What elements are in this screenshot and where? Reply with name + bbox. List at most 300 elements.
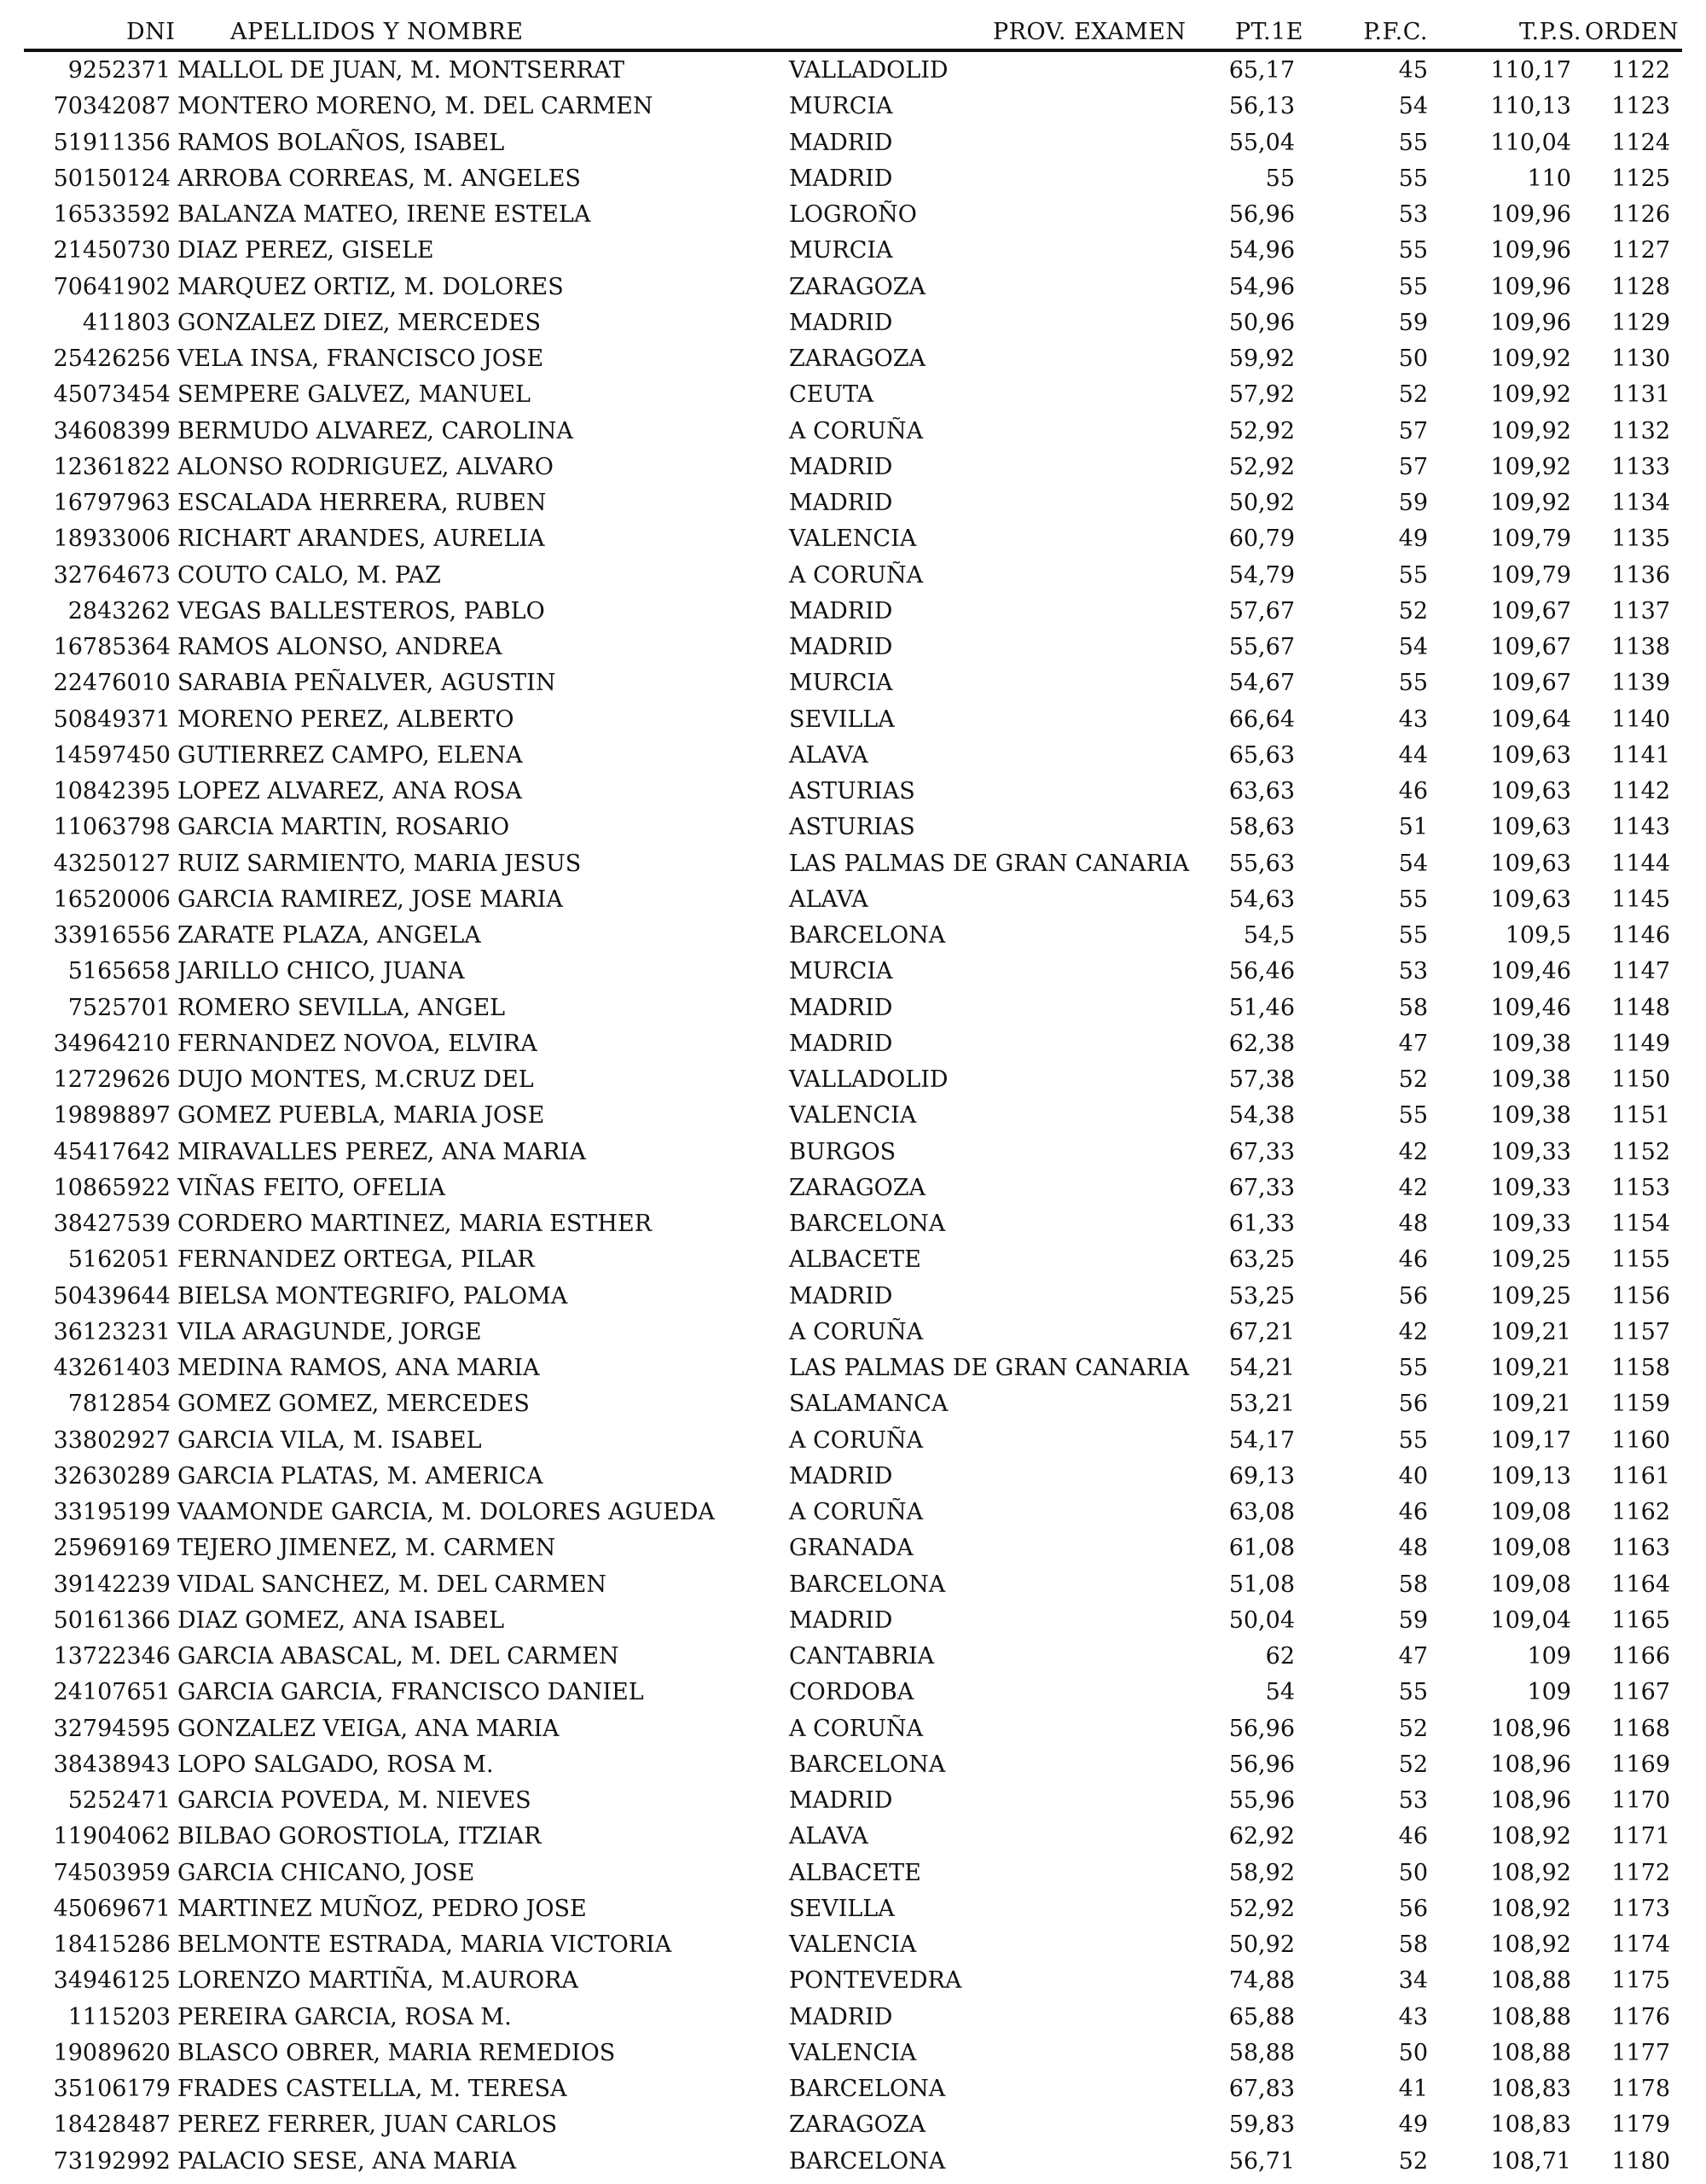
cell-name: MALLOL DE JUAN, M. MONTSERRAT bbox=[177, 57, 625, 84]
cell-name: MARTINEZ MUÑOZ, PEDRO JOSE bbox=[177, 1895, 587, 1922]
cell-dni: 34964210 bbox=[53, 1030, 171, 1057]
table-row bbox=[0, 1352, 1706, 1388]
cell-orden: 1149 bbox=[1611, 1030, 1670, 1057]
cell-orden: 1122 bbox=[1611, 57, 1670, 84]
cell-pfc: 46 bbox=[1398, 1823, 1428, 1850]
cell-pfc: 57 bbox=[1398, 453, 1428, 480]
cell-tps: 108,88 bbox=[1490, 1967, 1571, 1995]
cell-name: ALONSO RODRIGUEZ, ALVARO bbox=[177, 453, 554, 480]
cell-tps: 110,17 bbox=[1490, 57, 1571, 84]
table-row bbox=[0, 2109, 1706, 2145]
cell-dni: 38438943 bbox=[53, 1751, 171, 1778]
cell-pfc: 57 bbox=[1398, 417, 1428, 444]
cell-pt: 50,92 bbox=[1228, 490, 1295, 516]
cell-name: GARCIA ABASCAL, M. DEL CARMEN bbox=[177, 1643, 619, 1670]
table-row bbox=[0, 631, 1706, 667]
table-row bbox=[0, 2001, 1706, 2037]
cell-name: RAMOS BOLAÑOS, ISABEL bbox=[177, 129, 505, 156]
cell-name: BILBAO GOROSTIOLA, ITZIAR bbox=[177, 1823, 542, 1850]
cell-dni: 43250127 bbox=[53, 850, 171, 877]
cell-tps: 109,08 bbox=[1490, 1499, 1571, 1525]
table-row bbox=[0, 1857, 1706, 1893]
cell-orden: 1153 bbox=[1611, 1174, 1670, 1201]
cell-tps: 109,63 bbox=[1490, 886, 1571, 913]
header-tps: T.P.S. bbox=[1518, 19, 1581, 45]
cell-prov: MADRID bbox=[789, 2003, 893, 2030]
table-row bbox=[0, 523, 1706, 559]
cell-prov: A CORUÑA bbox=[789, 1715, 924, 1742]
cell-pfc: 49 bbox=[1398, 526, 1428, 553]
cell-pfc: 59 bbox=[1398, 490, 1428, 516]
cell-prov: MURCIA bbox=[789, 93, 893, 120]
cell-name: GARCIA PLATAS, M. AMERICA bbox=[177, 1462, 543, 1490]
cell-orden: 1168 bbox=[1611, 1715, 1670, 1742]
cell-orden: 1137 bbox=[1611, 597, 1670, 624]
cell-dni: 22476010 bbox=[53, 670, 171, 697]
cell-pt: 54,67 bbox=[1228, 670, 1295, 697]
cell-tps: 109,13 bbox=[1490, 1462, 1571, 1490]
table-row bbox=[0, 920, 1706, 956]
cell-tps: 109,21 bbox=[1490, 1391, 1571, 1418]
cell-orden: 1139 bbox=[1611, 670, 1670, 697]
cell-orden: 1131 bbox=[1611, 381, 1670, 409]
cell-tps: 109,67 bbox=[1490, 670, 1571, 697]
cell-tps: 109,79 bbox=[1490, 561, 1571, 589]
cell-prov: GRANADA bbox=[789, 1535, 914, 1562]
cell-orden: 1147 bbox=[1611, 958, 1670, 985]
cell-pfc: 55 bbox=[1398, 670, 1428, 697]
cell-orden: 1173 bbox=[1611, 1895, 1670, 1922]
cell-prov: SEVILLA bbox=[789, 1895, 895, 1922]
table-row bbox=[0, 1713, 1706, 1749]
cell-tps: 109,96 bbox=[1490, 309, 1571, 336]
cell-name: PALACIO SESE, ANA MARIA bbox=[177, 2147, 517, 2175]
cell-pt: 62 bbox=[1265, 1643, 1295, 1670]
cell-prov: ALBACETE bbox=[789, 1859, 921, 1886]
cell-orden: 1124 bbox=[1611, 129, 1670, 156]
cell-orden: 1142 bbox=[1611, 778, 1670, 804]
table-row bbox=[0, 415, 1706, 451]
cell-pt: 50,04 bbox=[1228, 1606, 1295, 1634]
cell-pt: 55,63 bbox=[1228, 850, 1295, 877]
table-row bbox=[0, 2073, 1706, 2109]
cell-tps: 109,96 bbox=[1490, 237, 1571, 264]
cell-pfc: 54 bbox=[1398, 850, 1428, 877]
cell-name: FERNANDEZ NOVOA, ELVIRA bbox=[177, 1030, 537, 1057]
cell-pfc: 52 bbox=[1398, 2147, 1428, 2175]
cell-pt: 56,13 bbox=[1228, 93, 1295, 120]
table-row bbox=[0, 1028, 1706, 1064]
cell-dni: 16520006 bbox=[53, 886, 171, 913]
cell-dni: 33916556 bbox=[53, 922, 171, 949]
cell-name: GARCIA CHICANO, JOSE bbox=[177, 1859, 475, 1886]
cell-prov: ALAVA bbox=[789, 741, 868, 769]
cell-tps: 109 bbox=[1527, 1643, 1571, 1670]
cell-prov: MADRID bbox=[789, 1606, 893, 1634]
table-row bbox=[0, 595, 1706, 631]
cell-prov: VALENCIA bbox=[789, 2039, 917, 2066]
cell-name: GONZALEZ VEIGA, ANA MARIA bbox=[177, 1715, 560, 1742]
cell-prov: MADRID bbox=[789, 490, 893, 516]
cell-name: BALANZA MATEO, IRENE ESTELA bbox=[177, 201, 591, 228]
cell-prov: BARCELONA bbox=[789, 1571, 946, 1598]
cell-pt: 65,17 bbox=[1228, 57, 1295, 84]
cell-name: DUJO MONTES, M.CRUZ DEL bbox=[177, 1066, 534, 1093]
cell-pfc: 46 bbox=[1398, 778, 1428, 804]
cell-dni: 34946125 bbox=[53, 1967, 171, 1995]
cell-tps: 109,38 bbox=[1490, 1066, 1571, 1093]
table-row bbox=[0, 1785, 1706, 1821]
cell-dni: 24107651 bbox=[53, 1679, 171, 1706]
cell-pfc: 54 bbox=[1398, 634, 1428, 660]
cell-prov: ZARAGOZA bbox=[789, 2111, 926, 2139]
header-pt: PT.1E bbox=[1234, 19, 1303, 45]
cell-dni: 10842395 bbox=[53, 778, 171, 804]
header-orden: ORDEN bbox=[1585, 19, 1679, 45]
cell-orden: 1123 bbox=[1611, 93, 1670, 120]
cell-pt: 54,79 bbox=[1228, 561, 1295, 589]
cell-pt: 54,17 bbox=[1228, 1426, 1295, 1454]
cell-name: FRADES CASTELLA, M. TERESA bbox=[177, 2076, 567, 2102]
cell-pfc: 59 bbox=[1398, 309, 1428, 336]
table-row bbox=[0, 487, 1706, 523]
table-body bbox=[0, 55, 1706, 2181]
table-row bbox=[0, 199, 1706, 235]
cell-pt: 57,67 bbox=[1228, 597, 1295, 624]
table-row bbox=[0, 1100, 1706, 1136]
cell-orden: 1154 bbox=[1611, 1211, 1670, 1237]
cell-pfc: 47 bbox=[1398, 1030, 1428, 1057]
cell-prov: ASTURIAS bbox=[789, 814, 915, 841]
cell-pt: 54,21 bbox=[1228, 1355, 1295, 1381]
cell-orden: 1145 bbox=[1611, 886, 1670, 913]
cell-tps: 109,96 bbox=[1490, 201, 1571, 228]
header-dni: DNI bbox=[126, 19, 176, 45]
table-row bbox=[0, 1929, 1706, 1965]
cell-tps: 109,92 bbox=[1490, 490, 1571, 516]
cell-orden: 1125 bbox=[1611, 165, 1670, 192]
cell-tps: 109,33 bbox=[1490, 1138, 1571, 1165]
cell-prov: ZARAGOZA bbox=[789, 1174, 926, 1201]
cell-pfc: 42 bbox=[1398, 1174, 1428, 1201]
cell-dni: 411803 bbox=[82, 309, 171, 336]
table-row bbox=[0, 704, 1706, 740]
cell-pfc: 46 bbox=[1398, 1499, 1428, 1525]
cell-name: ARROBA CORREAS, M. ANGELES bbox=[177, 165, 581, 192]
cell-pt: 52,92 bbox=[1228, 1895, 1295, 1922]
cell-orden: 1172 bbox=[1611, 1859, 1670, 1886]
cell-tps: 109,08 bbox=[1490, 1571, 1571, 1598]
cell-tps: 108,71 bbox=[1490, 2147, 1571, 2175]
cell-prov: VALLADOLID bbox=[789, 57, 949, 84]
cell-prov: MADRID bbox=[789, 994, 893, 1021]
cell-name: SARABIA PEÑALVER, AGUSTIN bbox=[177, 670, 556, 697]
cell-dni: 33195199 bbox=[53, 1499, 171, 1525]
cell-name: LOPEZ ALVAREZ, ANA ROSA bbox=[177, 778, 522, 804]
cell-dni: 5252471 bbox=[67, 1787, 171, 1814]
cell-pfc: 56 bbox=[1398, 1391, 1428, 1418]
cell-dni: 32764673 bbox=[53, 561, 171, 589]
cell-name: TEJERO JIMENEZ, M. CARMEN bbox=[177, 1535, 556, 1562]
cell-prov: A CORUÑA bbox=[789, 561, 924, 589]
cell-pfc: 47 bbox=[1398, 1643, 1428, 1670]
cell-tps: 109,92 bbox=[1490, 346, 1571, 372]
cell-tps: 109,38 bbox=[1490, 1102, 1571, 1130]
table-row bbox=[0, 740, 1706, 775]
cell-tps: 109,25 bbox=[1490, 1282, 1571, 1310]
cell-orden: 1179 bbox=[1611, 2111, 1670, 2139]
cell-prov: LAS PALMAS DE GRAN CANARIA bbox=[789, 1355, 1190, 1381]
cell-prov: VALENCIA bbox=[789, 1102, 917, 1130]
cell-name: VEGAS BALLESTEROS, PABLO bbox=[177, 597, 545, 624]
cell-tps: 108,88 bbox=[1490, 2039, 1571, 2066]
cell-prov: MADRID bbox=[789, 1282, 893, 1310]
cell-tps: 108,83 bbox=[1490, 2111, 1571, 2139]
cell-tps: 109,25 bbox=[1490, 1246, 1571, 1274]
table-row bbox=[0, 1064, 1706, 1100]
cell-tps: 109,38 bbox=[1490, 1030, 1571, 1057]
cell-pfc: 55 bbox=[1398, 561, 1428, 589]
cell-pt: 54,96 bbox=[1228, 237, 1295, 264]
cell-orden: 1126 bbox=[1611, 201, 1670, 228]
cell-orden: 1135 bbox=[1611, 526, 1670, 553]
cell-dni: 70641902 bbox=[53, 273, 171, 300]
cell-name: PEREZ FERRER, JUAN CARLOS bbox=[177, 2111, 558, 2139]
cell-dni: 73192992 bbox=[53, 2147, 171, 2175]
cell-dni: 34608399 bbox=[53, 417, 171, 444]
cell-pt: 58,92 bbox=[1228, 1859, 1295, 1886]
table-row bbox=[0, 848, 1706, 884]
cell-prov: ZARAGOZA bbox=[789, 346, 926, 372]
cell-dni: 12361822 bbox=[53, 453, 171, 480]
table-row bbox=[0, 775, 1706, 811]
cell-dni: 13722346 bbox=[53, 1643, 171, 1670]
cell-orden: 1133 bbox=[1611, 453, 1670, 480]
cell-name: MARQUEZ ORTIZ, M. DOLORES bbox=[177, 273, 564, 300]
cell-pfc: 54 bbox=[1398, 93, 1428, 120]
cell-orden: 1134 bbox=[1611, 490, 1670, 516]
cell-orden: 1143 bbox=[1611, 814, 1670, 841]
cell-pfc: 44 bbox=[1398, 741, 1428, 769]
table-row bbox=[0, 1316, 1706, 1352]
table-row bbox=[0, 271, 1706, 307]
table-row bbox=[0, 1244, 1706, 1280]
cell-pt: 62,92 bbox=[1228, 1823, 1295, 1850]
cell-orden: 1128 bbox=[1611, 273, 1670, 300]
header-name: APELLIDOS Y NOMBRE bbox=[230, 19, 524, 45]
cell-name: GARCIA MARTIN, ROSARIO bbox=[177, 814, 510, 841]
cell-prov: SALAMANCA bbox=[789, 1391, 949, 1418]
cell-pt: 50,96 bbox=[1228, 309, 1295, 336]
cell-pt: 59,92 bbox=[1228, 346, 1295, 372]
cell-prov: MADRID bbox=[789, 165, 893, 192]
cell-prov: MURCIA bbox=[789, 237, 893, 264]
cell-pt: 63,63 bbox=[1228, 778, 1295, 804]
cell-prov: PONTEVEDRA bbox=[789, 1967, 962, 1995]
cell-name: MONTERO MORENO, M. DEL CARMEN bbox=[177, 93, 653, 120]
cell-tps: 108,96 bbox=[1490, 1751, 1571, 1778]
table-row bbox=[0, 379, 1706, 415]
cell-tps: 109,92 bbox=[1490, 453, 1571, 480]
cell-name: VELA INSA, FRANCISCO JOSE bbox=[177, 346, 544, 372]
cell-name: LORENZO MARTIÑA, M.AURORA bbox=[177, 1967, 578, 1995]
cell-dni: 19089620 bbox=[53, 2039, 171, 2066]
cell-pt: 56,46 bbox=[1228, 958, 1295, 985]
cell-pt: 63,25 bbox=[1228, 1246, 1295, 1274]
cell-prov: VALENCIA bbox=[789, 1931, 917, 1958]
cell-pfc: 49 bbox=[1398, 2111, 1428, 2139]
cell-pfc: 41 bbox=[1398, 2076, 1428, 2102]
cell-pt: 51,46 bbox=[1228, 994, 1295, 1021]
cell-pfc: 43 bbox=[1398, 706, 1428, 733]
cell-pt: 67,33 bbox=[1228, 1138, 1295, 1165]
cell-tps: 108,96 bbox=[1490, 1715, 1571, 1742]
cell-dni: 16533592 bbox=[53, 201, 171, 228]
cell-pt: 59,83 bbox=[1228, 2111, 1295, 2139]
cell-dni: 32630289 bbox=[53, 1462, 171, 1490]
cell-pt: 57,38 bbox=[1228, 1066, 1295, 1093]
cell-pfc: 58 bbox=[1398, 1931, 1428, 1958]
cell-pt: 74,88 bbox=[1228, 1967, 1295, 1995]
table-row bbox=[0, 1569, 1706, 1605]
cell-pt: 55,67 bbox=[1228, 634, 1295, 660]
cell-name: GARCIA RAMIREZ, JOSE MARIA bbox=[177, 886, 563, 913]
cell-prov: LAS PALMAS DE GRAN CANARIA bbox=[789, 850, 1190, 877]
cell-pt: 54 bbox=[1265, 1679, 1295, 1706]
cell-pt: 60,79 bbox=[1228, 526, 1295, 553]
cell-tps: 108,92 bbox=[1490, 1895, 1571, 1922]
cell-orden: 1169 bbox=[1611, 1751, 1670, 1778]
table-row bbox=[0, 560, 1706, 595]
cell-prov: MADRID bbox=[789, 1030, 893, 1057]
table-row bbox=[0, 1532, 1706, 1568]
cell-dni: 16785364 bbox=[53, 634, 171, 660]
cell-dni: 43261403 bbox=[53, 1355, 171, 1381]
cell-name: BLASCO OBRER, MARIA REMEDIOS bbox=[177, 2039, 616, 2066]
cell-pfc: 34 bbox=[1398, 1967, 1428, 1995]
cell-dni: 36123231 bbox=[53, 1318, 171, 1345]
cell-dni: 51911356 bbox=[53, 129, 171, 156]
cell-prov: MADRID bbox=[789, 129, 893, 156]
cell-dni: 5165658 bbox=[67, 958, 171, 985]
cell-pfc: 55 bbox=[1398, 1102, 1428, 1130]
cell-pfc: 52 bbox=[1398, 1751, 1428, 1778]
cell-prov: CANTABRIA bbox=[789, 1643, 935, 1670]
cell-pfc: 42 bbox=[1398, 1138, 1428, 1165]
cell-dni: 16797963 bbox=[53, 490, 171, 516]
cell-dni: 45417642 bbox=[53, 1138, 171, 1165]
cell-tps: 108,92 bbox=[1490, 1931, 1571, 1958]
cell-prov: VALLADOLID bbox=[789, 1066, 949, 1093]
cell-dni: 50439644 bbox=[53, 1282, 171, 1310]
cell-name: GARCIA GARCIA, FRANCISCO DANIEL bbox=[177, 1679, 644, 1706]
cell-pt: 56,96 bbox=[1228, 1751, 1295, 1778]
cell-pt: 63,08 bbox=[1228, 1499, 1295, 1525]
table-row bbox=[0, 1136, 1706, 1172]
cell-name: GARCIA VILA, M. ISABEL bbox=[177, 1426, 482, 1454]
table-row bbox=[0, 1208, 1706, 1244]
cell-prov: BARCELONA bbox=[789, 922, 946, 949]
cell-name: VIDAL SANCHEZ, M. DEL CARMEN bbox=[177, 1571, 606, 1598]
cell-dni: 45069671 bbox=[53, 1895, 171, 1922]
cell-pfc: 48 bbox=[1398, 1211, 1428, 1237]
cell-name: VIÑAS FEITO, OFELIA bbox=[177, 1174, 445, 1201]
cell-pfc: 53 bbox=[1398, 201, 1428, 228]
cell-pfc: 56 bbox=[1398, 1895, 1428, 1922]
cell-pt: 65,88 bbox=[1228, 2003, 1295, 2030]
cell-prov: ALAVA bbox=[789, 1823, 868, 1850]
cell-tps: 109,63 bbox=[1490, 850, 1571, 877]
table-row bbox=[0, 2146, 1706, 2181]
cell-prov: BARCELONA bbox=[789, 1211, 946, 1237]
table-row bbox=[0, 451, 1706, 487]
cell-dni: 39142239 bbox=[53, 1571, 171, 1598]
cell-tps: 109,5 bbox=[1505, 922, 1571, 949]
cell-pfc: 55 bbox=[1398, 1679, 1428, 1706]
cell-tps: 109,46 bbox=[1490, 994, 1571, 1021]
cell-tps: 108,83 bbox=[1490, 2076, 1571, 2102]
cell-dni: 38427539 bbox=[53, 1211, 171, 1237]
cell-orden: 1140 bbox=[1611, 706, 1670, 733]
table-row bbox=[0, 1749, 1706, 1785]
cell-tps: 109 bbox=[1527, 1679, 1571, 1706]
cell-tps: 109,67 bbox=[1490, 634, 1571, 660]
cell-dni: 1115203 bbox=[67, 2003, 171, 2030]
cell-orden: 1138 bbox=[1611, 634, 1670, 660]
cell-pt: 54,63 bbox=[1228, 886, 1295, 913]
cell-orden: 1167 bbox=[1611, 1679, 1670, 1706]
header-prov: PROV. EXAMEN bbox=[993, 19, 1187, 45]
cell-pfc: 58 bbox=[1398, 1571, 1428, 1598]
cell-pfc: 55 bbox=[1398, 165, 1428, 192]
cell-prov: A CORUÑA bbox=[789, 417, 924, 444]
cell-dni: 2843262 bbox=[67, 597, 171, 624]
table-row bbox=[0, 1821, 1706, 1856]
cell-tps: 108,88 bbox=[1490, 2003, 1571, 2030]
cell-name: GOMEZ GOMEZ, MERCEDES bbox=[177, 1391, 530, 1418]
cell-orden: 1152 bbox=[1611, 1138, 1670, 1165]
cell-prov: A CORUÑA bbox=[789, 1426, 924, 1454]
cell-pfc: 46 bbox=[1398, 1246, 1428, 1274]
cell-orden: 1130 bbox=[1611, 346, 1670, 372]
table-row bbox=[0, 1676, 1706, 1712]
cell-tps: 110,13 bbox=[1490, 93, 1571, 120]
table-row bbox=[0, 1965, 1706, 2001]
cell-name: FERNANDEZ ORTEGA, PILAR bbox=[177, 1246, 535, 1274]
cell-prov: MURCIA bbox=[789, 670, 893, 697]
cell-pt: 57,92 bbox=[1228, 381, 1295, 409]
cell-pt: 65,63 bbox=[1228, 741, 1295, 769]
cell-tps: 109,04 bbox=[1490, 1606, 1571, 1634]
cell-pfc: 52 bbox=[1398, 1715, 1428, 1742]
cell-dni: 19898897 bbox=[53, 1102, 171, 1130]
cell-pt: 52,92 bbox=[1228, 453, 1295, 480]
table-row bbox=[0, 1893, 1706, 1929]
cell-pt: 51,08 bbox=[1228, 1571, 1295, 1598]
cell-tps: 109,08 bbox=[1490, 1535, 1571, 1562]
cell-tps: 108,92 bbox=[1490, 1823, 1571, 1850]
cell-tps: 109,17 bbox=[1490, 1426, 1571, 1454]
cell-tps: 110 bbox=[1527, 165, 1571, 192]
cell-orden: 1136 bbox=[1611, 561, 1670, 589]
cell-pt: 50,92 bbox=[1228, 1931, 1295, 1958]
cell-prov: MADRID bbox=[789, 309, 893, 336]
cell-pfc: 42 bbox=[1398, 1318, 1428, 1345]
cell-orden: 1162 bbox=[1611, 1499, 1670, 1525]
cell-name: RAMOS ALONSO, ANDREA bbox=[177, 634, 502, 660]
cell-name: BERMUDO ALVAREZ, CAROLINA bbox=[177, 417, 573, 444]
cell-pfc: 58 bbox=[1398, 994, 1428, 1021]
